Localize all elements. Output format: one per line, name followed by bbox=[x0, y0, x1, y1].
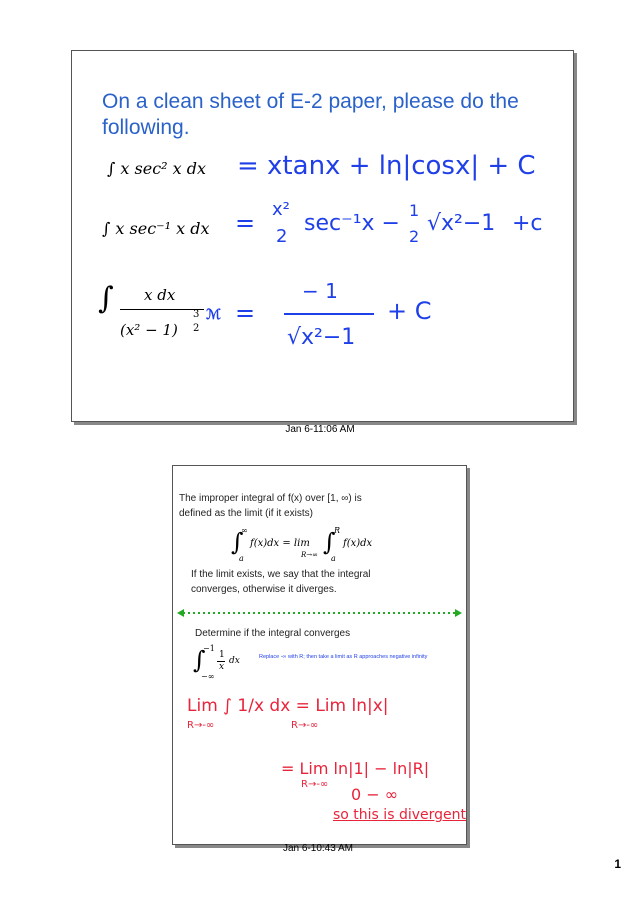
answer-2 bbox=[232, 199, 562, 259]
integral-3-exp-den: 2 bbox=[193, 323, 200, 334]
hint-text: Replace -∞ with R; then take a limit as R approaches negative infinity bbox=[259, 654, 428, 660]
work-sub-2: R→-∞ bbox=[291, 720, 319, 731]
timestamp-1: Jan 6-11:06 AM bbox=[285, 424, 355, 435]
answer-2-root: √x²−1 bbox=[427, 211, 496, 236]
green-divider-arrow bbox=[173, 608, 466, 618]
formula-sub: R→∞ bbox=[301, 551, 318, 559]
integral-3-exp-num: 3 bbox=[193, 309, 200, 320]
task-frac-den: x bbox=[219, 662, 225, 672]
formula-lower-a: a bbox=[239, 554, 244, 563]
definition-line-1: The improper integral of f(x) over [1, ∞) is bbox=[179, 493, 362, 504]
answer-2-mid: sec⁻¹x − bbox=[304, 211, 400, 236]
answer-3-bar bbox=[284, 313, 374, 315]
page-number: 1 bbox=[614, 857, 621, 871]
formula-int2: ∫ bbox=[323, 528, 336, 556]
integral-1: ∫ x sec² x dx bbox=[107, 159, 207, 178]
converge-line-2: converges, otherwise it diverges. bbox=[191, 584, 337, 595]
integral-2: ∫ x sec⁻¹ x dx bbox=[102, 219, 210, 238]
task-frac-num: 1 bbox=[219, 650, 225, 660]
work-line-2: = Lim ln|1| − ln|R| bbox=[281, 759, 430, 778]
task-dx: dx bbox=[229, 656, 240, 666]
equals-sign-2: = bbox=[235, 209, 256, 237]
formula-left: f(x)dx = lim bbox=[250, 538, 310, 549]
answer-2-one: 1 bbox=[409, 201, 420, 220]
slide-1 bbox=[71, 50, 574, 422]
task-int: ∫ bbox=[193, 646, 206, 674]
answer-2-x2: x² bbox=[272, 199, 290, 220]
work-sub-1: R→-∞ bbox=[187, 720, 215, 731]
task-text: Determine if the integral converges bbox=[195, 628, 351, 639]
scribble-mark: ℳ bbox=[206, 306, 221, 322]
answer-3-num: − 1 bbox=[302, 279, 338, 303]
timestamp-2: Jan 6-10:43 AM bbox=[282, 843, 354, 854]
answer-3-tail: + C bbox=[387, 297, 432, 325]
work-line-3: 0 − ∞ bbox=[351, 785, 399, 804]
work-line-1: Lim ∫ 1/x dx = Lim ln|x| bbox=[187, 696, 389, 716]
converge-line-1: If the limit exists, we say that the integral bbox=[191, 569, 371, 580]
work-sub-3: R→-∞ bbox=[301, 779, 329, 790]
answer-1: = xtanx + ln|cosx| + C bbox=[237, 151, 536, 181]
formula-lower-a2: a bbox=[331, 554, 336, 563]
formula-upper-R: R bbox=[334, 526, 341, 535]
task-lower: −∞ bbox=[201, 672, 215, 681]
formula-right: f(x)dx bbox=[343, 538, 373, 549]
formula-int1: ∫ bbox=[231, 528, 244, 556]
answer-2-const: +c bbox=[512, 211, 543, 236]
slide-title: On a clean sheet of E-2 paper, please do the following. bbox=[102, 90, 519, 139]
answer-3-den: √x²−1 bbox=[287, 325, 356, 350]
equals-sign-3: = bbox=[235, 299, 256, 327]
task-upper: −1 bbox=[203, 644, 215, 653]
integral-3-num: x dx bbox=[144, 286, 176, 304]
formula-upper-inf: ∞ bbox=[241, 526, 248, 535]
slide-2 bbox=[172, 465, 467, 845]
integral-3-bar bbox=[120, 309, 204, 310]
answer-2-div1: 2 bbox=[276, 226, 288, 247]
definition-line-2: defined as the limit (if it exists) bbox=[179, 508, 313, 519]
integral-3-den: (x² − 1) bbox=[120, 321, 178, 339]
integral-3-sign: ∫ bbox=[98, 281, 114, 316]
work-conclusion: so this is divergent bbox=[333, 807, 466, 823]
answer-2-two: 2 bbox=[409, 227, 420, 246]
